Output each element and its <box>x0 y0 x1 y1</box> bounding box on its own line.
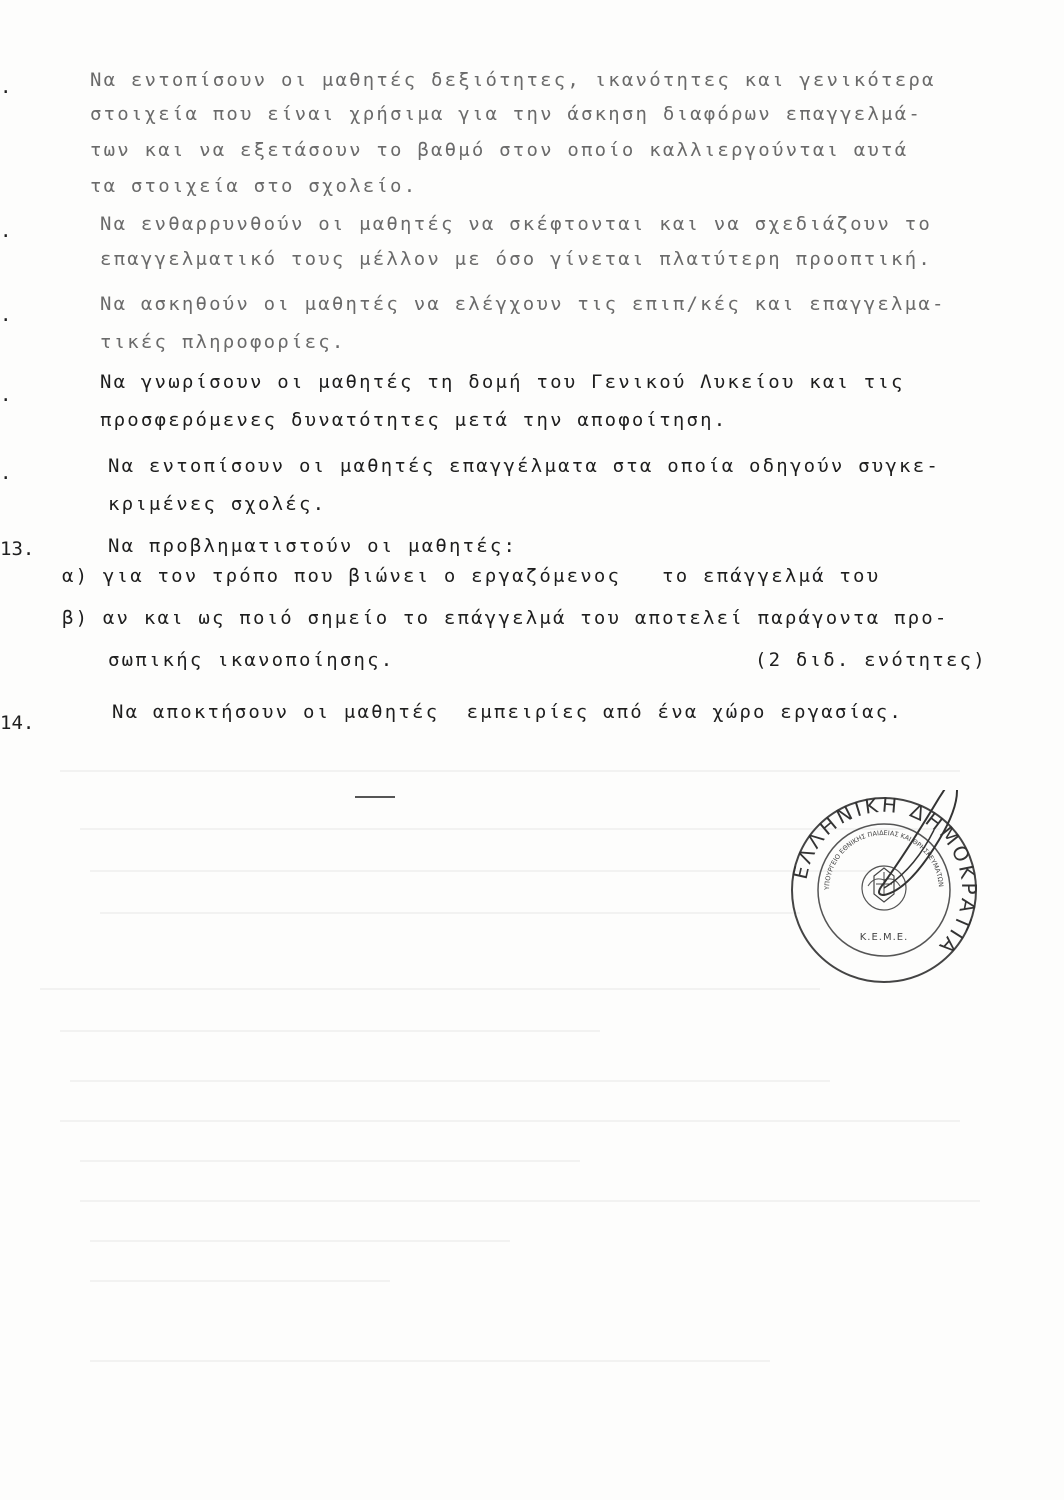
dash-mark <box>355 796 395 798</box>
paragraph-1-line-4: τα στοιχεία στο σχολείο. <box>90 175 418 197</box>
svg-text:Κ.Ε.Μ.Ε.: Κ.Ε.Μ.Ε. <box>859 932 909 943</box>
paragraph-13-units-note: (2 διδ. ενότητες) <box>755 649 987 671</box>
paragraph-4-line-2: προσφερόμενες δυνατότητες μετά την αποφοίτηση. <box>100 409 728 431</box>
cropped-number-mark: . <box>0 384 12 406</box>
paragraph-5-line-2: κριμένες σχολές. <box>108 493 327 515</box>
paragraph-5-line-1: Να εντοπίσουν οι μαθητές επαγγέλματα στα οποία οδηγούν συγκε- <box>108 455 940 477</box>
ghost-line <box>60 1030 600 1032</box>
svg-text:ΕΛΛΗΝΙΚΗ ΔΗΜΟΚΡΑΤΙΑ: ΕΛΛΗΝΙΚΗ ΔΗΜΟΚΡΑΤΙΑ <box>787 792 982 961</box>
paragraph-13-number: 13. <box>0 538 35 560</box>
paragraph-2-line-2: επαγγελματικό τους μέλλον με όσο γίνεται πλατύτερη προοπτική. <box>100 248 932 270</box>
paragraph-13-item-b: β) αν και ως ποιό σημείο το επάγγελμά του αποτελεί παράγοντα προ- <box>62 607 949 629</box>
cropped-number-mark: . <box>0 462 12 484</box>
ghost-line <box>60 1120 960 1122</box>
paragraph-13-line-4: σωπικής ικανοποίησης. <box>108 649 395 671</box>
cropped-number-mark: . <box>0 76 12 98</box>
ghost-line <box>40 988 820 990</box>
paragraph-2-line-1: Να ενθαρρυνθούν οι μαθητές να σκέφτονται και να σχεδιάζουν το <box>100 213 932 235</box>
ghost-line <box>90 1360 770 1362</box>
ghost-line <box>70 1080 830 1082</box>
ghost-line <box>90 1240 510 1242</box>
paragraph-1-line-1: Να εντοπίσουν οι μαθητές δεξιότητες, ικανότητες και γενικότερα <box>90 69 936 91</box>
ghost-line <box>80 1200 980 1202</box>
paragraph-3-line-1: Να ασκηθούν οι μαθητές να ελέγχουν τις επιπ/κές και επαγγελμα- <box>100 293 946 315</box>
paragraph-14-line-1: Να αποκτήσουν οι μαθητές εμπειρίες από ένα χώρο εργασίας. <box>112 701 904 723</box>
ghost-line <box>100 912 800 914</box>
cropped-number-mark: . <box>0 220 12 242</box>
paragraph-1-line-3: των και να εξετάσουν το βαθμό στον οποίο καλλιεργούνται αυτά <box>90 139 909 161</box>
paragraph-4-line-1: Να γνωρίσουν οι μαθητές τη δομή του Γενικού Λυκείου και τις <box>100 371 905 393</box>
paragraph-3-line-2: τικές πληροφορίες. <box>100 331 346 353</box>
paragraph-13-item-a: α) για τον τρόπο που βιώνει ο εργαζόμενος το επάγγελμά του <box>62 565 881 587</box>
paragraph-13-line-1: Να προβληματιστούν οι μαθητές: <box>108 535 518 557</box>
svg-text:ΥΠΟΥΡΓΕΙΟ ΕΘΝΙΚΗΣ ΠΑΙΔΕΙΑΣ ΚΑΙ: ΥΠΟΥΡΓΕΙΟ ΕΘΝΙΚΗΣ ΠΑΙΔΕΙΑΣ ΚΑΙ ΘΡΗΣΚΕΥΜΑΤΩΝ <box>822 828 945 891</box>
ghost-line <box>90 870 870 872</box>
paragraph-14-number: 14. <box>0 712 35 734</box>
cropped-number-mark: . <box>0 304 12 326</box>
ghost-line <box>80 1160 580 1162</box>
paragraph-1-line-2: στοιχεία που είναι χρήσιμα για την άσκηση διαφόρων επαγγελμά- <box>90 103 922 125</box>
official-stamp <box>784 790 984 990</box>
ghost-line <box>90 1280 390 1282</box>
ghost-line <box>60 770 960 772</box>
